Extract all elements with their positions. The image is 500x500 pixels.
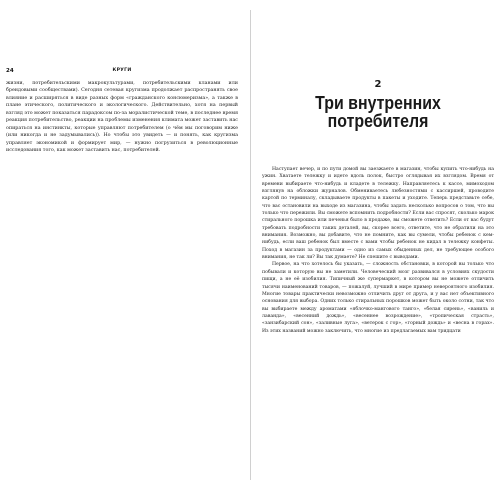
paragraph: Наступает вечер, и по пути домой вы заезжаете в магазин, чтобы купить что-нибудь на ужин. Хватаете тележку и идете вдоль полок, быстро оглядывая их взглядом. Время от времени выбираете что-нибудь и кладете в тележку. Направляетесь к кассе, мимоходом взглянув на обложки журналов. Обмениваетесь любезностями с кассиршей, проводите картой по терминалу, складываете продукты в пакеты и уходите. Теперь представьте себе, что вас остановили на выходе из магазина, чтобы задать несколько вопросов о том, что вы только что пережили. Вы сможете вспомнить подробности? Если вас спросят, сколько марок стирального порошка или печенья было в продаже, вы сможете ответить? Если от вас будут требовать подробности таких деталей, вы, скорее всего, ответите, что не обратили на это внимания. Возможно, вы добавите, что не помните, как вы сумели, чтобы ребенок с кем-нибудь, если ваш ребенок был вместе с вами чтобы ребенок не кидал в тележку конфеты. Поход в магазин за продуктами — одно из самых обыденных дел, не требующее особого внимания, не так ли? Вы так думаете? Не спешите с выводами. — [262, 167, 494, 261]
chapter-number: 2 — [374, 79, 382, 90]
running-head — [6, 68, 238, 80]
chapter-heading — [262, 80, 494, 130]
right-page — [262, 18, 494, 468]
left-page — [6, 18, 238, 468]
page-number: 24 — [6, 68, 14, 74]
chapter-title: Три внутренних потребителя — [315, 92, 441, 131]
right-body-text — [262, 166, 494, 335]
book-gutter — [250, 10, 251, 480]
paragraph: жизни, потребительскими макрокультурами, потребительскими кланами или брендовыми сообществами). Сегодня сетевая кругизма продолжает распространять свое влияние и расширяться в виде разных форм «гражданского консюмеризма», а также в плане этического, политического и экологического. Действительно, хотя на первый взгляд это может показаться парадоксом по-за моралистической теме, в последнее время реакция потребительство, реакции на проблемы изменения климата может заставить нас опираться на инстинкты, которые управляют потребителем (о чём мы поговорим ниже (или никогда и не задумывались)). Но чтобы это увидеть — и понять, как кругизма управляет экономикой и формирует мир, — нужно погрузиться в революционные исследования того, как может заставить нас, потребителей. — [6, 81, 238, 154]
running-title: КРУГИ — [112, 68, 132, 73]
paragraph: Первое, на что хотелось бы указать, — сложность обстановки, в которой вы только что побывали и которую вы не заметили. Человеческий мозг развивался в условиях скудости пищи, а не её изобилия. Типичный же супермаркет, в котором вы не можете отличить тысячи наименований товаров, — пожалуй, лучший в мире пример невероятного изобилия. Многие товары практически невозможно отличить друг от друга, и у вас нет объективного основания для выбора. Одних только стиральных порошков может быть около сотни, так что вы выбираете между ароматами «яблочко-мангового танго», «белая сирень», «ваниль и лаванда», «весенний дождь», «весеннее возрождение», «тропическая страсть», «занзибарский сон», «заливные луга», «ветерок с гор», «горный дождь» и «весна в горах». Из этих названий можно заключить, что многие из предлагаемых вам тридцати — [262, 262, 494, 334]
right-body — [262, 166, 494, 335]
left-body-text — [6, 80, 238, 155]
